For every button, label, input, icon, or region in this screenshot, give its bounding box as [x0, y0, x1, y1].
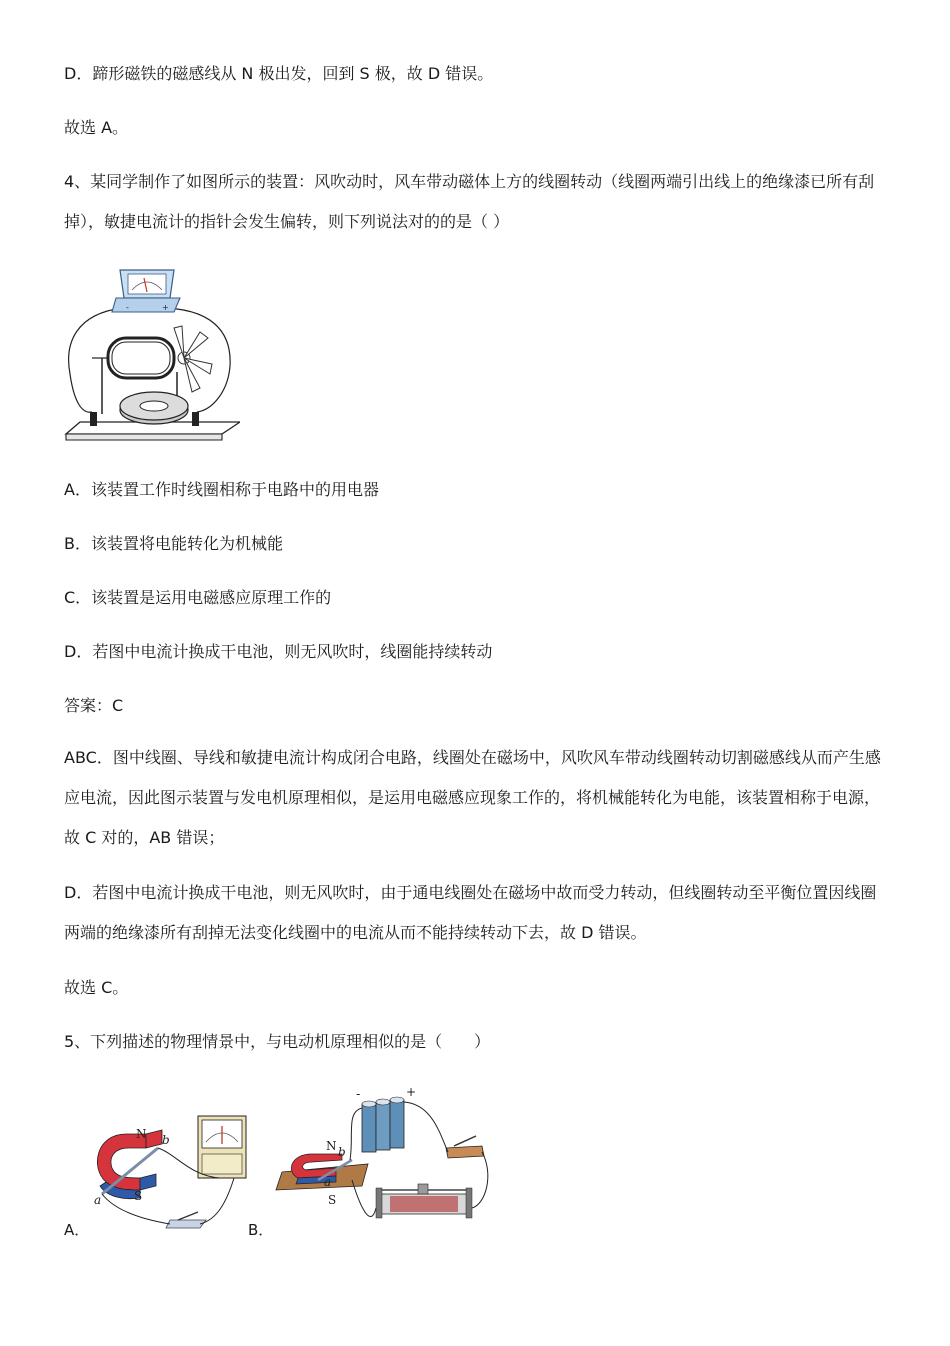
q5-figure-a [86, 1108, 254, 1236]
prev-option-d: D．蹄形磁铁的磁感线从 N 极出发，回到 S 极，故 D 错误。 [64, 64, 494, 83]
label-a: a [324, 1175, 332, 1189]
q5-figure-b [272, 1084, 494, 1238]
q4-figure-generator [62, 262, 240, 444]
prev-answer: 故选 A。 [64, 118, 129, 137]
q5-option-b: B． [248, 1221, 274, 1239]
q4-explain-d: D．若图中电流计换成干电池，则无风吹时，由于通电线圈处在磁场中故而受力转动，但线圈转动至平衡位置因线圈两端的绝缘漆所有刮掉无法变化线圈中的电流从而不能持续转动下去，故 D 错误。 [64, 883, 877, 942]
rheostat [376, 1184, 472, 1218]
q4-option-b: B．该装置将电能转化为机械能 [64, 534, 283, 553]
q4-option-d: D．若图中电流计换成干电池，则无风吹时，线圈能持续转动 [64, 642, 493, 661]
battery-plus: + [406, 1085, 417, 1099]
switch [446, 1146, 484, 1158]
q4-explain-abc: ABC．图中线圈、导线和敏捷电流计构成闭合电路，线圈处在磁场中，风吹风车带动线圈转动切割磁感线从而产生感应电流，因此图示装置与发电机原理相似，是运用电磁感应现象工作的，将机械能转化为电能，该装置相称于电源，故 C 对的，AB 错误； [64, 748, 881, 847]
label-n: N [326, 1139, 337, 1153]
battery-pack [362, 1097, 404, 1152]
label-n: N [136, 1127, 147, 1141]
label-a: a [94, 1193, 102, 1207]
q4-answer: 答案：C [64, 696, 124, 715]
q5-stem: 5、下列描述的物理情景中，与电动机原理相似的是（ ） [64, 1032, 491, 1051]
q4-final: 故选 C。 [64, 978, 129, 997]
q4-option-c: C．该装置是运用电磁感应原理工作的 [64, 588, 332, 607]
meter-minus: - [126, 303, 129, 312]
galvanometer [198, 1116, 246, 1178]
wire-left [69, 308, 122, 412]
q4-stem: 4、某同学制作了如图所示的装置：风吹动时，风车带动磁体上方的线圈转动（线圈两端引出线上的绝缘漆已所有刮掉），敏捷电流计的指针会发生偏转，则下列说法对的的是（ ） [64, 172, 875, 231]
windmill [174, 326, 212, 392]
label-s: S [328, 1193, 337, 1207]
q4-option-a: A．该装置工作时线圈相称于电路中的用电器 [64, 480, 379, 499]
galvanometer [112, 270, 180, 312]
label-s: S [134, 1189, 143, 1203]
label-b: b [162, 1133, 170, 1147]
q5-option-a: A． [64, 1221, 90, 1239]
meter-plus: + [162, 303, 169, 312]
label-b: b [338, 1145, 346, 1159]
battery-minus: - [356, 1087, 361, 1101]
